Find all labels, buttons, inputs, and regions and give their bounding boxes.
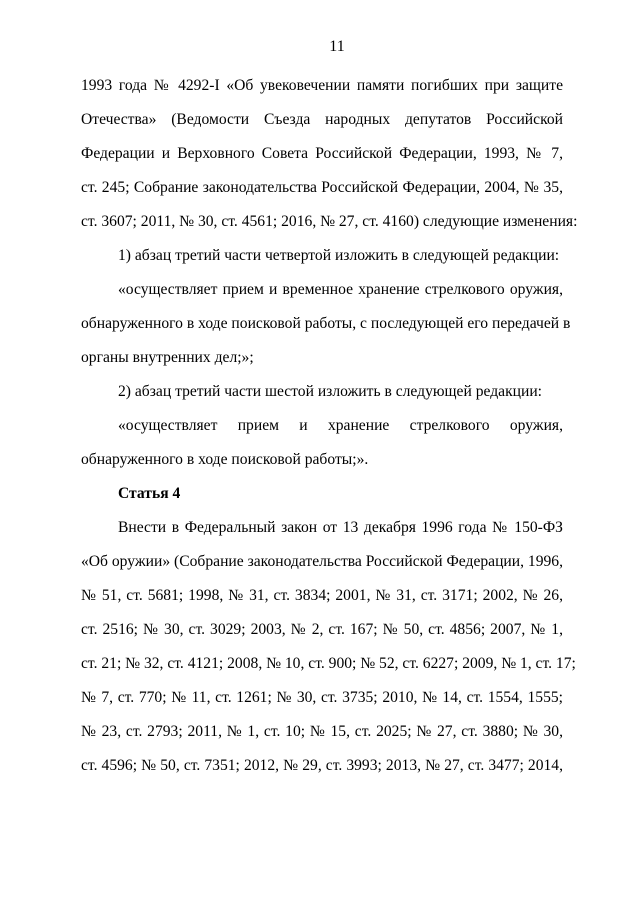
quoted-text-line: органы внутренних дел;»; bbox=[81, 349, 254, 366]
text-line: ст. 2516; № 30, ст. 3029; 2003, № 2, ст. 167; № 50, ст. 4856; 2007, № 1, bbox=[81, 621, 563, 638]
text-line: № 51, ст. 5681; 1998, № 31, ст. 3834; 2001, № 31, ст. 3171; 2002, № 26, bbox=[81, 587, 563, 604]
text-line: № 23, ст. 2793; 2011, № 1, ст. 10; № 15, ст. 2025; № 27, ст. 3880; № 30, bbox=[81, 723, 563, 740]
quoted-text-line: обнаруженного в ходе поисковой работы;». bbox=[81, 451, 369, 468]
text-line: ст. 4596; № 50, ст. 7351; 2012, № 29, ст. 3993; 2013, № 27, ст. 3477; 2014, bbox=[81, 757, 563, 774]
text-line: Внести в Федеральный закон от 13 декабря 1996 года № 150-ФЗ bbox=[118, 519, 563, 536]
quoted-text-line: «осуществляет прием и временное хранение стрелкового оружия, bbox=[118, 281, 563, 298]
list-item-1: 1) абзац третий части четвертой изложить в следующей редакции: bbox=[118, 247, 560, 264]
list-item-2: 2) абзац третий части шестой изложить в следующей редакции: bbox=[118, 383, 543, 400]
text-line: «Об оружии» (Собрание законодательства Российской Федерации, 1996, bbox=[81, 553, 564, 570]
text-line: ст. 245; Собрание законодательства Российской Федерации, 2004, № 35, bbox=[81, 179, 563, 196]
text-line: ст. 21; № 32, ст. 4121; 2008, № 10, ст. 900; № 52, ст. 6227; 2009, № 1, ст. 17; bbox=[81, 655, 576, 672]
text-line: № 7, ст. 770; № 11, ст. 1261; № 30, ст. 3735; 2010, № 14, ст. 1554, 1555; bbox=[81, 689, 563, 706]
quoted-text-line: обнаруженного в ходе поисковой работы, с последующей его передачей в bbox=[81, 315, 571, 332]
text-line: Отечества» (Ведомости Съезда народных депутатов Российской bbox=[81, 111, 563, 128]
article-heading: Статья 4 bbox=[118, 485, 181, 502]
page-number: 11 bbox=[329, 38, 345, 55]
text-line: Федерации и Верховного Совета Российской Федерации, 1993, № 7, bbox=[81, 145, 563, 162]
text-line: ст. 3607; 2011, № 30, ст. 4561; 2016, № 27, ст. 4160) следующие изменения: bbox=[81, 213, 578, 230]
quoted-text-line: «осуществляет прием и хранение стрелкового оружия, bbox=[118, 417, 563, 434]
text-line: 1993 года № 4292-I «Об увековечении памяти погибших при защите bbox=[81, 77, 563, 94]
